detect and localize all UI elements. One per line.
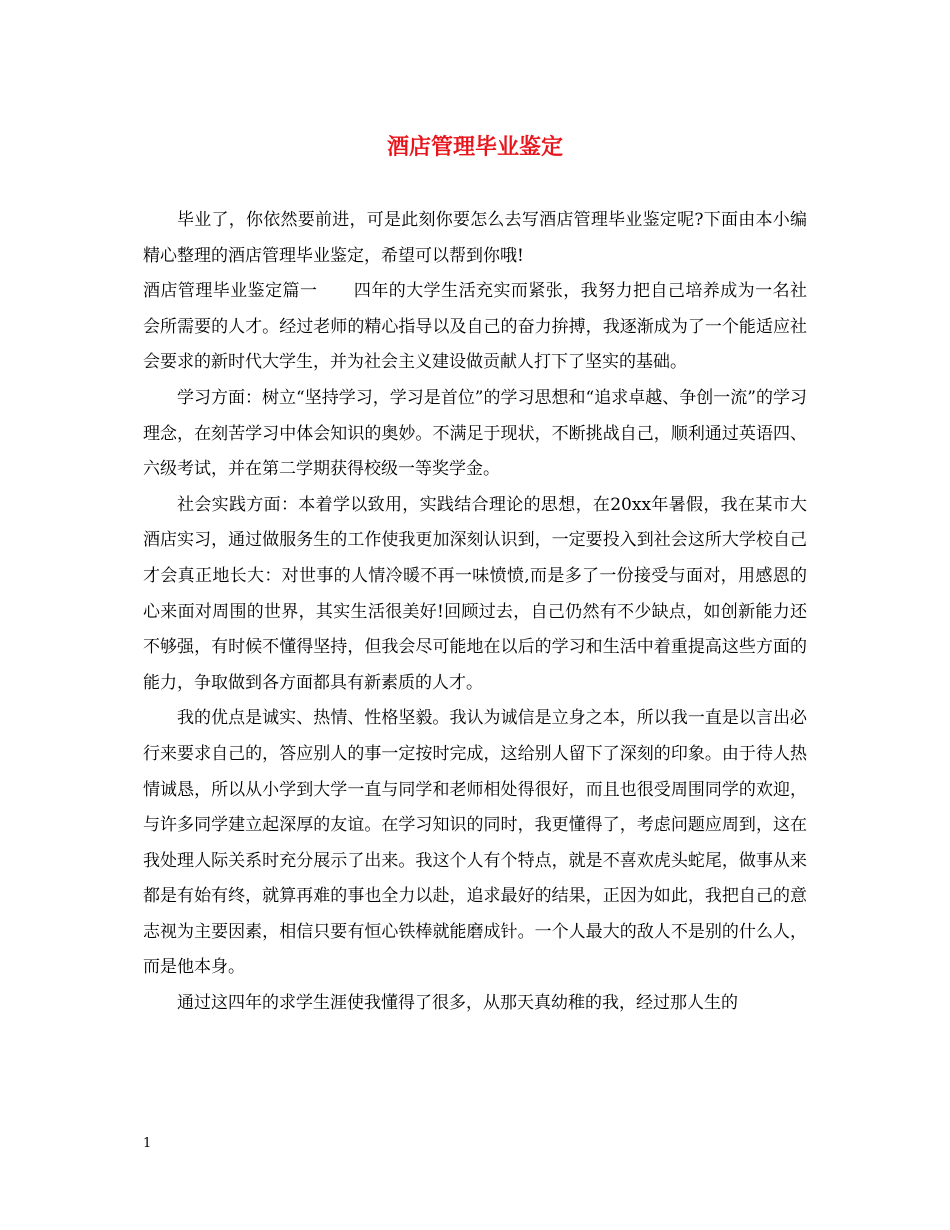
document-title: 酒店管理毕业鉴定 — [386, 134, 563, 160]
section-paragraph — [143, 274, 807, 381]
section-heading: 酒店管理毕业鉴定篇一 — [143, 281, 318, 302]
paragraph-strengths: 我的优点是诚实、热情、性格坚毅。我认为诚信是立身之本，所以我一直是以言出必行来要求自己的，答应别人的事一定按时完成，这给别人留下了深刻的印象。由于待人热情诚恳，所以从小学到大学一直与同学和老师相处得很好，而且也很受周围同学的欢迎，与许多同学建立起深厚的友谊。在学习知识的同时，我更懂得了，考虑问题应周到，这在我处理人际关系时充分展示了出来。我这个人有个特点，就是不喜欢虎头蛇尾，做事从来都是有始有终，就算再难的事也全力以赴，追求最好的结果，正因为如此，我把自己的意志视为主要因素，相信只要有恒心铁棒就能磨成针。一个人最大的敌人不是别的什么人，而是他本身。 — [143, 708, 807, 978]
paragraph-social-practice: 社会实践方面：本着学以致用，实践结合理论的思想，在20xx年暑假，我在某市大酒店实习，通过做服务生的工作使我更加深刻认识到，一定要投入到社会这所大学校自己才会真正地长大：对世事的人情冷暖不再一味愤愤,而是多了一份接受与面对，用感恩的心来面对周围的世界，其实生活很美好!回顾过去，自己仍然有不少缺点，如创新能力还不够强，有时候不懂得坚持，但我会尽可能地在以后的学习和生活中着重提高这些方面的能力，争取做到各方面都具有新素质的人才。 — [143, 494, 807, 693]
page-number: 1 — [143, 1136, 152, 1151]
section-first-text: 四年的大学生活充实而紧张，我努力把自己培养成为一名社会所需要的人才。经过老师的精心指导以及自己的奋力拚搏，我逐渐成为了一个能适应社会要求的新时代大学生，并为社会主义建设做贡献人打下了坚实的基础。 — [143, 281, 808, 373]
paragraph-study: 学习方面：树立“坚持学习，学习是首位”的学习思想和“追求卓越、争创一流”的学习理念，在刻苦学习中体会知识的奥妙。不满足于现状，不断挑战自己，顺利通过英语四、六级考试，并在第二学期获得校级一等奖学金。 — [143, 387, 807, 480]
paragraph-reflection: 通过这四年的求学生涯使我懂得了很多，从那天真幼稚的我，经过那人生的 — [177, 993, 738, 1014]
intro-paragraph: 毕业了，你依然要前进，可是此刻你要怎么去写酒店管理毕业鉴定呢?下面由本小编精心整理的酒店管理毕业鉴定，希望可以帮到你哦! — [143, 210, 807, 266]
document-body — [143, 203, 807, 1022]
